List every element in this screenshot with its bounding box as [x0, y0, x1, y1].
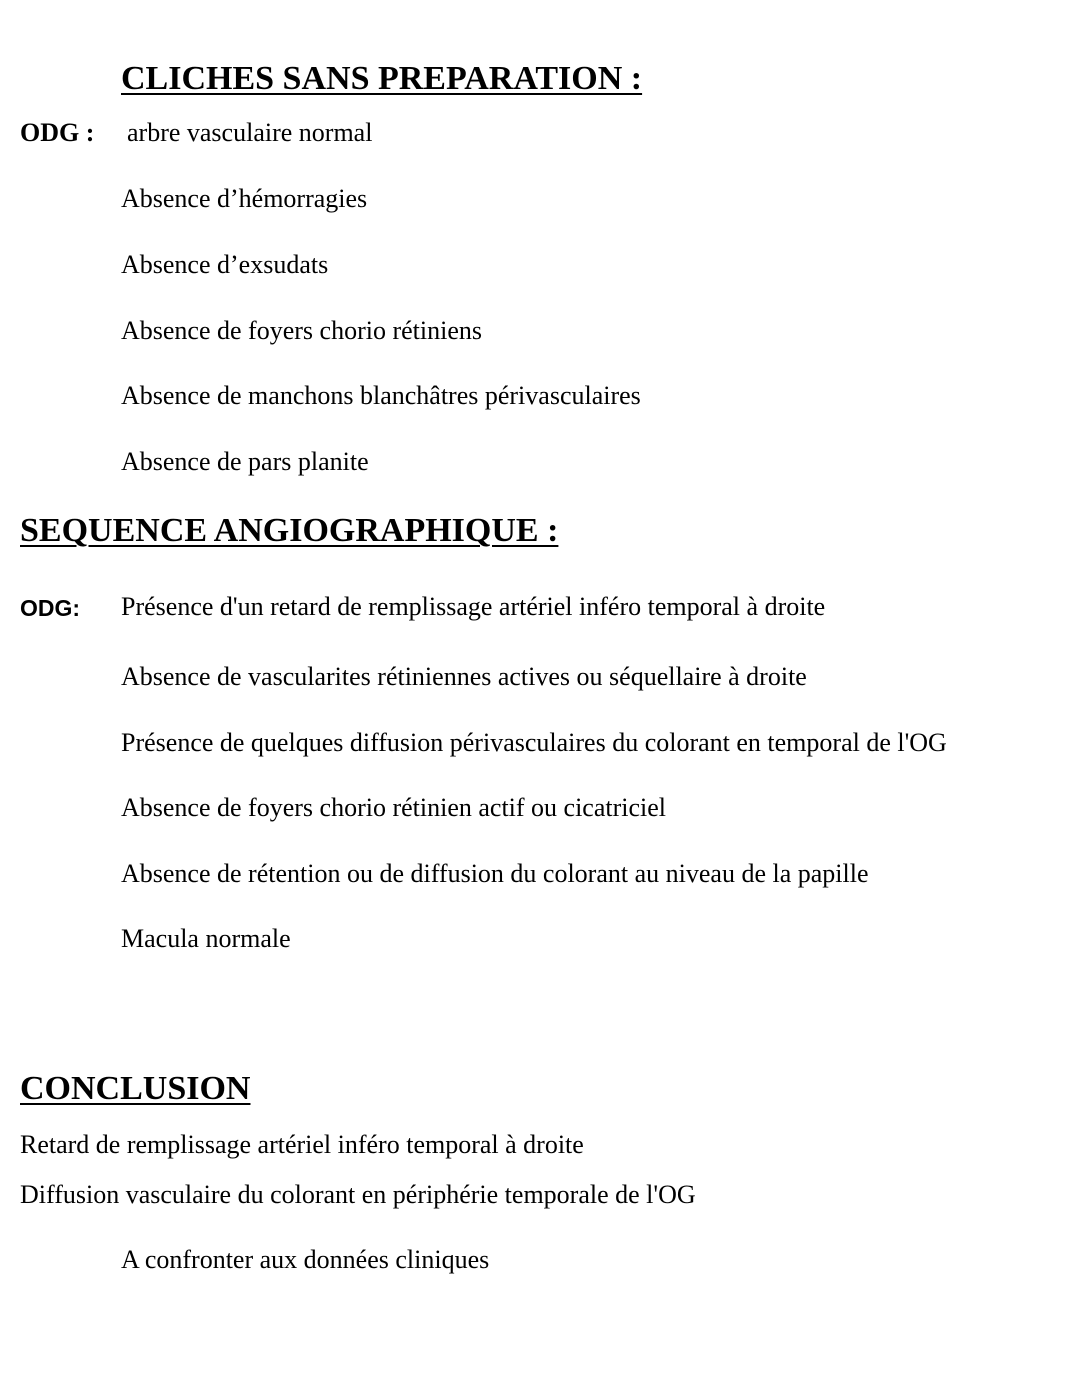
conclusion-line: Diffusion vasculaire du colorant en périphérie temporale de l'OG [20, 1180, 696, 1209]
angio-item: Absence de foyers chorio rétinien actif ou cicatriciel [121, 793, 667, 822]
odg-label-angiographique: ODG: [20, 595, 81, 621]
section-title-angiographique: SEQUENCE ANGIOGRAPHIQUE : [20, 512, 559, 549]
cliches-item: Absence de manchons blanchâtres périvasculaires [121, 381, 641, 410]
cliches-item: Absence de foyers chorio rétiniens [121, 316, 482, 345]
odg-label-cliches: ODG : [20, 118, 95, 147]
cliches-item: Absence de pars planite [121, 447, 369, 476]
section-title-cliches: CLICHES SANS PREPARATION : [121, 60, 643, 97]
angio-item: Absence de rétention ou de diffusion du colorant au niveau de la papille [121, 859, 869, 888]
cliches-item: Absence d’hémorragies [121, 184, 368, 213]
angio-item: Absence de vascularites rétiniennes actives ou séquellaire à droite [121, 662, 807, 691]
conclusion-note: A confronter aux données cliniques [121, 1245, 490, 1274]
angio-item: Présence de quelques diffusion périvasculaires du colorant en temporal de l'OG [121, 728, 947, 757]
section-title-conclusion: CONCLUSION [20, 1070, 251, 1107]
conclusion-line: Retard de remplissage artériel inféro temporal à droite [20, 1130, 584, 1159]
cliches-item: arbre vasculaire normal [127, 118, 373, 147]
cliches-item: Absence d’exsudats [121, 250, 329, 279]
angio-item: Macula normale [121, 924, 291, 953]
angio-item: Présence d'un retard de remplissage artériel inféro temporal à droite [121, 592, 826, 621]
